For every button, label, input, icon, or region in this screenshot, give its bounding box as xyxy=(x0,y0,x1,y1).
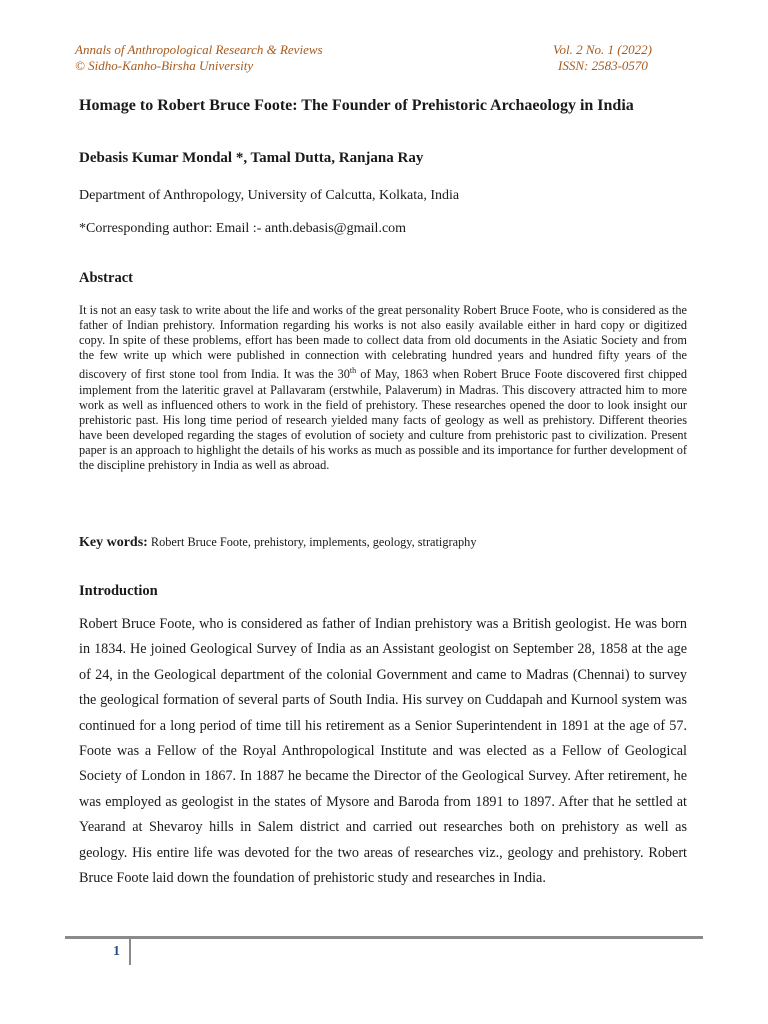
volume-issue: Vol. 2 No. 1 (2022) xyxy=(553,42,652,57)
keywords-label: Key words: xyxy=(79,535,148,550)
page-number-divider xyxy=(129,939,131,965)
journal-header-left xyxy=(75,42,323,74)
abstract-text-part-1: It is not an easy task to write about the life and works of the great personality Robert Bruce Foote, who is considered as the father of Indian prehistory. Information regarding his works is not also easily available either in hard copy or digitized copy. In spite of these problems, effort has been made to collect data from old documents in the Asiatic Society and from the few write up which were published in connection with celebrating hundred years and hundred fifty years of the discovery of first stone tool from India. It was the 30 xyxy=(79,303,687,382)
copyright-line: © Sidho-Kanho-Birsha University xyxy=(75,58,254,73)
superscript-th: th xyxy=(349,366,357,376)
abstract-heading: Abstract xyxy=(79,270,133,286)
journal-header-right xyxy=(553,42,652,74)
abstract-text xyxy=(79,303,687,473)
introduction-text: Robert Bruce Foote, who is considered as father of Indian prehistory was a British geologist. He was born in 1834. He joined Geological Survey of India as an Assistant geologist on September 28, 1858 at the age of 24, in the Geological department of the colonial Government and came to Madras (Chennai) to survey the geological formation of several parts of South India. His survey on Cuddapah and Kurnool system was continued for a long period of time till his retirement as a Senior Superintendent in 1891 at the age of 57. Foote was a Fellow of the Royal Anthropological Institute and was elected as a Fellow of Geological Society of London in 1867. In 1887 he became the Director of the Geological Survey. After retirement, he was employed as geologist in the states of Mysore and Baroda from 1891 to 1897. After that he settled at Yearand at Shevaroy hills in Salem district and carried out researches both on prehistory as well as geology. His entire life was devoted for the two areas of researches viz., geology and prehistory. Robert Bruce Foote laid down the foundation of prehistoric study and researches in India. xyxy=(79,616,687,887)
journal-name: Annals of Anthropological Research & Reviews xyxy=(75,42,323,57)
footer-rule xyxy=(65,936,703,939)
affiliation: Department of Anthropology, University of Calcutta, Kolkata, India xyxy=(79,188,460,203)
page-number: 1 xyxy=(113,944,120,959)
introduction-heading: Introduction xyxy=(79,583,158,599)
corresponding-author: *Corresponding author: Email :- anth.debasis@gmail.com xyxy=(79,221,407,236)
abstract-text-part-2: of May, 1863 when Robert Bruce Foote discovered first chipped implement from the lateritic gravel at Pallavaram (erstwhile, Palaverum) in Madras. This discovery attracted him to more work as well as influenced others to work in the field of prehistory. These researches opened the door to look insight our prehistoric past. His long time period of research yielded many facts of geology as well as prehistory. Different theories have been developed regarding the stages of evolution of society and culture from prehistoric past to civilization. Present paper is an approach to highlight the details of his works as much as possible and its importance for further development of the discipline prehistory in India as well as abroad. xyxy=(79,367,687,473)
keywords xyxy=(79,535,476,551)
keywords-text: Robert Bruce Foote, prehistory, implements, geology, stratigraphy xyxy=(147,535,477,549)
author-list: Debasis Kumar Mondal *, Tamal Dutta, Ranjana Ray xyxy=(79,150,424,166)
paper-title: Homage to Robert Bruce Foote: The Founder of Prehistoric Archaeology in India xyxy=(79,97,634,114)
issn: ISSN: 2583-0570 xyxy=(558,58,648,73)
